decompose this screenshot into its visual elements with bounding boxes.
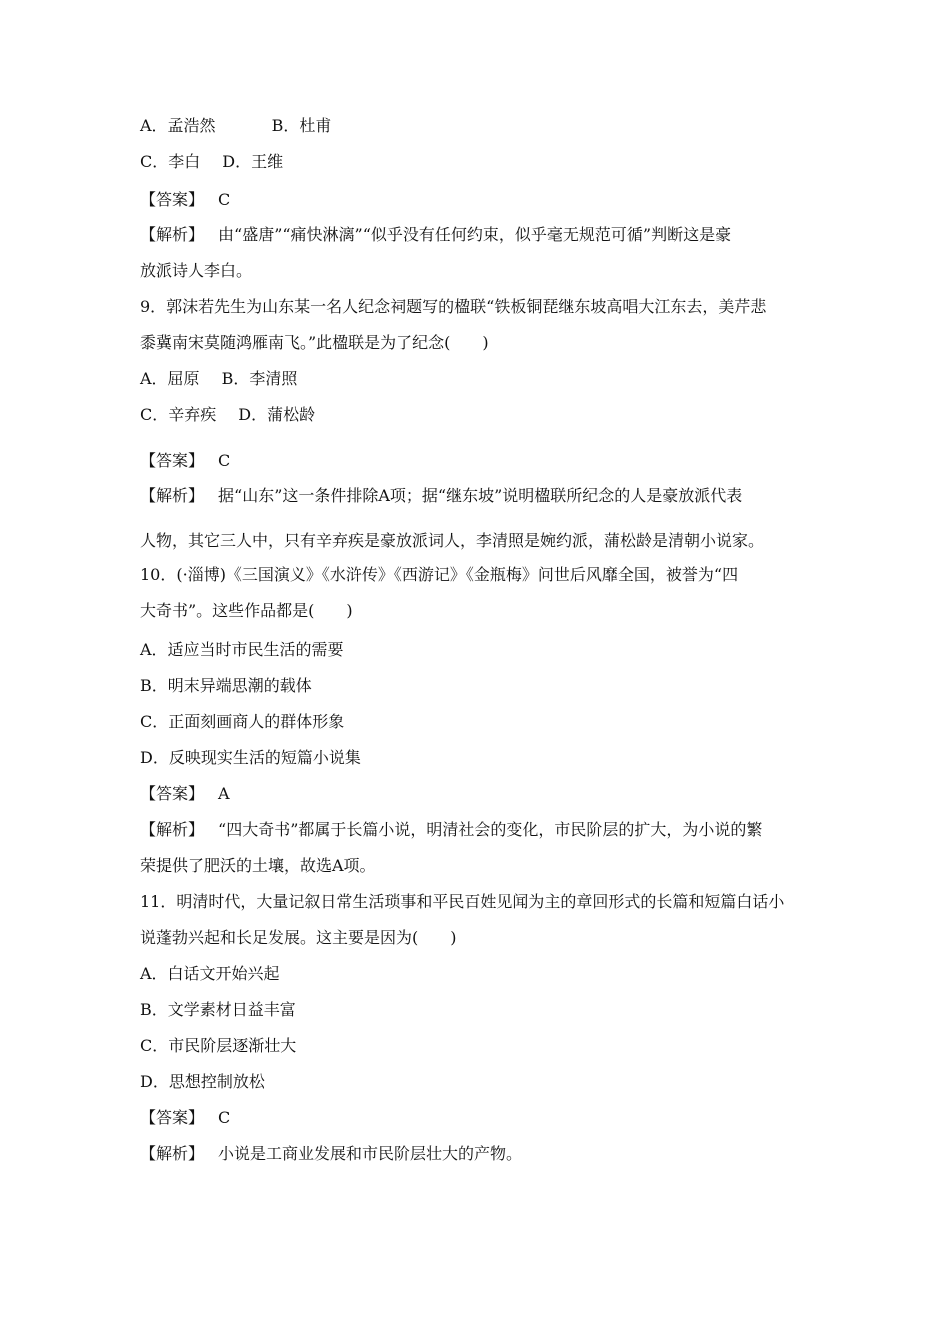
analysis-line bbox=[140, 486, 742, 506]
analysis-label: 【解析】 bbox=[140, 1144, 205, 1163]
option-text: D．思想控制放松 bbox=[140, 1072, 265, 1091]
option-item: C．辛弃疾 bbox=[140, 405, 217, 424]
analysis-text: “四大奇书”都属于长篇小说，明清社会的变化，市民阶层的扩大，为小说的繁 bbox=[218, 820, 763, 839]
analysis-line bbox=[140, 225, 731, 245]
option-item: A．屈原 bbox=[140, 369, 200, 388]
answer-value: A bbox=[218, 784, 230, 803]
question-line bbox=[140, 892, 784, 912]
option-item: D．蒲松龄 bbox=[238, 405, 316, 424]
question-text: 9．郭沫若先生为山东某一名人纪念祠题写的楹联“铁板铜琵继东坡高唱大江东去，美芹悲 bbox=[140, 297, 767, 316]
analysis-line bbox=[140, 856, 376, 876]
question-text: 说蓬勃兴起和长足发展。这主要是因为( ) bbox=[140, 928, 457, 947]
option-item bbox=[140, 748, 361, 768]
option-item bbox=[140, 1000, 296, 1020]
answer-line bbox=[140, 784, 230, 804]
question-line bbox=[140, 297, 766, 317]
analysis-text: 小说是工商业发展和市民阶层壮大的产物。 bbox=[218, 1144, 523, 1163]
question-line bbox=[140, 333, 489, 353]
analysis-line bbox=[140, 261, 252, 281]
analysis-text: 荣提供了肥沃的土壤，故选A项。 bbox=[140, 856, 376, 875]
option-row bbox=[140, 152, 283, 172]
analysis-text: 由“盛唐”“痛快淋漓”“似乎没有任何约束，似乎毫无规范可循”判断这是豪 bbox=[218, 225, 732, 244]
answer-line bbox=[140, 451, 230, 471]
answer-line bbox=[140, 190, 230, 210]
question-text: 10．(·淄博)《三国演义》《水浒传》《西游记》《金瓶梅》问世后风靡全国，被誉为“四 bbox=[140, 565, 739, 584]
question-text: 黍冀南宋莫随鸿雁南飞。”此楹联是为了纪念( ) bbox=[140, 333, 489, 352]
option-item: B．杜甫 bbox=[271, 116, 332, 135]
answer-label: 【答案】 bbox=[140, 784, 205, 803]
option-row bbox=[140, 116, 331, 136]
option-text: D．反映现实生活的短篇小说集 bbox=[140, 748, 361, 767]
answer-value: C bbox=[218, 1108, 231, 1127]
analysis-text: 放派诗人李白。 bbox=[140, 261, 253, 280]
option-text: C．正面刻画商人的群体形象 bbox=[140, 712, 345, 731]
option-item bbox=[140, 712, 344, 732]
option-item: D．王维 bbox=[222, 152, 284, 171]
option-row bbox=[140, 369, 297, 389]
option-text: A．白话文开始兴起 bbox=[140, 964, 280, 983]
answer-value: C bbox=[218, 190, 231, 209]
option-text: B．明末异端思潮的载体 bbox=[140, 676, 312, 695]
option-row bbox=[140, 405, 315, 425]
answer-value: C bbox=[218, 451, 231, 470]
analysis-label: 【解析】 bbox=[140, 486, 205, 505]
analysis-line bbox=[140, 1144, 522, 1164]
question-text: 11．明清时代，大量记叙日常生活琐事和平民百姓见闻为主的章回形式的长篇和短篇白话小 bbox=[140, 892, 785, 911]
analysis-text: 人物，其它三人中，只有辛弃疾是豪放派词人，李清照是婉约派，蒲松龄是清朝小说家。 bbox=[140, 531, 765, 550]
option-item: B．李清照 bbox=[221, 369, 298, 388]
option-item bbox=[140, 676, 312, 696]
question-text: 大奇书”。这些作品都是( ) bbox=[140, 601, 353, 620]
option-text: B．文学素材日益丰富 bbox=[140, 1000, 296, 1019]
question-line bbox=[140, 601, 353, 621]
analysis-line bbox=[140, 820, 762, 840]
question-line bbox=[140, 565, 738, 585]
analysis-label: 【解析】 bbox=[140, 820, 205, 839]
answer-line bbox=[140, 1108, 230, 1128]
option-text: C．市民阶层逐渐壮大 bbox=[140, 1036, 297, 1055]
option-item bbox=[140, 964, 280, 984]
analysis-line bbox=[140, 531, 764, 551]
option-item: C．李白 bbox=[140, 152, 201, 171]
option-item: A．孟浩然 bbox=[140, 116, 216, 135]
question-line bbox=[140, 928, 457, 948]
option-item bbox=[140, 640, 344, 660]
analysis-label: 【解析】 bbox=[140, 225, 205, 244]
analysis-text: 据“山东”这一条件排除A项；据“继东坡”说明楹联所纪念的人是豪放派代表 bbox=[218, 486, 743, 505]
option-text: A．适应当时市民生活的需要 bbox=[140, 640, 344, 659]
answer-label: 【答案】 bbox=[140, 451, 205, 470]
option-item bbox=[140, 1072, 265, 1092]
answer-label: 【答案】 bbox=[140, 190, 205, 209]
answer-label: 【答案】 bbox=[140, 1108, 205, 1127]
option-item bbox=[140, 1036, 296, 1056]
